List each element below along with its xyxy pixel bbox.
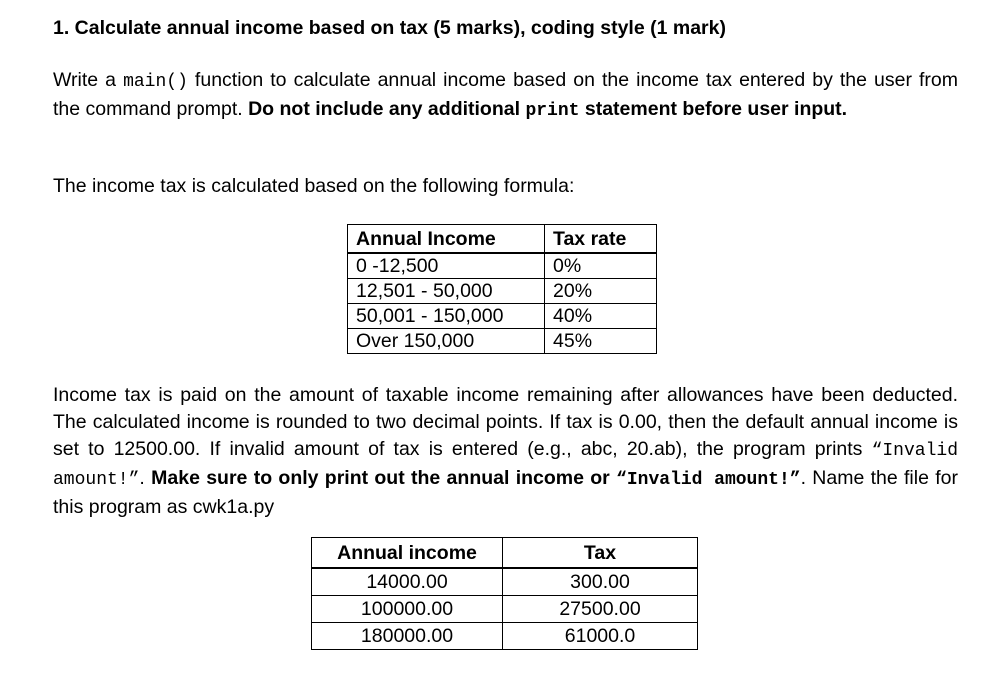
table-row: [348, 253, 657, 279]
formula-intro: The income tax is calculated based on the following formula:: [53, 175, 575, 197]
table-row: [348, 329, 657, 354]
table-cell: 300.00: [503, 568, 698, 596]
code-print: print: [525, 101, 580, 121]
code-invalid-amount: “Invalid amount!”: [53, 441, 958, 490]
table-row: [348, 304, 657, 329]
table-cell: 0 -12,500: [348, 253, 545, 279]
table-cell: 0%: [545, 253, 657, 279]
table-cell: Over 150,000: [348, 329, 545, 354]
text: Income tax is paid on the amount of taxable income remaining after allowances have been deducted. The calculated income is rounded to two decimal points. If tax is 0.00, then the default annual income is set to 12500.00. If invalid amount of tax is entered (e.g., abc, 20.ab), the program prints: [53, 384, 958, 460]
table-header-row: [312, 538, 698, 569]
rules-paragraph: [53, 382, 958, 521]
table-row: [312, 568, 698, 596]
bold-text: Make sure to only print out the annual income or: [151, 467, 617, 489]
text: function to calculate annual income based on the income tax entered by the user from the command prompt.: [53, 69, 959, 120]
table-row: [312, 623, 698, 650]
table-header-row: [348, 225, 657, 254]
column-header: Annual Income: [348, 225, 545, 254]
bold-text: Do not include any additional: [248, 98, 526, 120]
table-cell: 12,501 - 50,000: [348, 279, 545, 304]
bold-text: statement before user input.: [579, 98, 848, 120]
table-cell: 45%: [545, 329, 657, 354]
question-heading: 1. Calculate annual income based on tax (5 marks), coding style (1 mark): [53, 17, 726, 39]
text: . Name the file for this program as cwk1a.py: [53, 467, 958, 518]
column-header: Annual income: [312, 538, 503, 569]
instruction-paragraph: [53, 67, 958, 125]
table-cell: 50,001 - 150,000: [348, 304, 545, 329]
table-row: [312, 596, 698, 623]
column-header: Tax: [503, 538, 698, 569]
table-cell: 40%: [545, 304, 657, 329]
tax-rate-table: [347, 224, 657, 354]
table-cell: 14000.00: [312, 568, 503, 596]
code-invalid-amount-bold: “Invalid amount!”: [616, 470, 801, 490]
table-cell: 27500.00: [503, 596, 698, 623]
text: .: [139, 467, 152, 489]
text: Write a: [53, 69, 124, 91]
table-cell: 100000.00: [312, 596, 503, 623]
table-row: [348, 279, 657, 304]
example-table: [311, 537, 698, 650]
table-cell: 20%: [545, 279, 657, 304]
column-header: Tax rate: [545, 225, 657, 254]
code-main: main(): [123, 72, 188, 92]
table-cell: 180000.00: [312, 623, 503, 650]
table-cell: 61000.0: [503, 623, 698, 650]
